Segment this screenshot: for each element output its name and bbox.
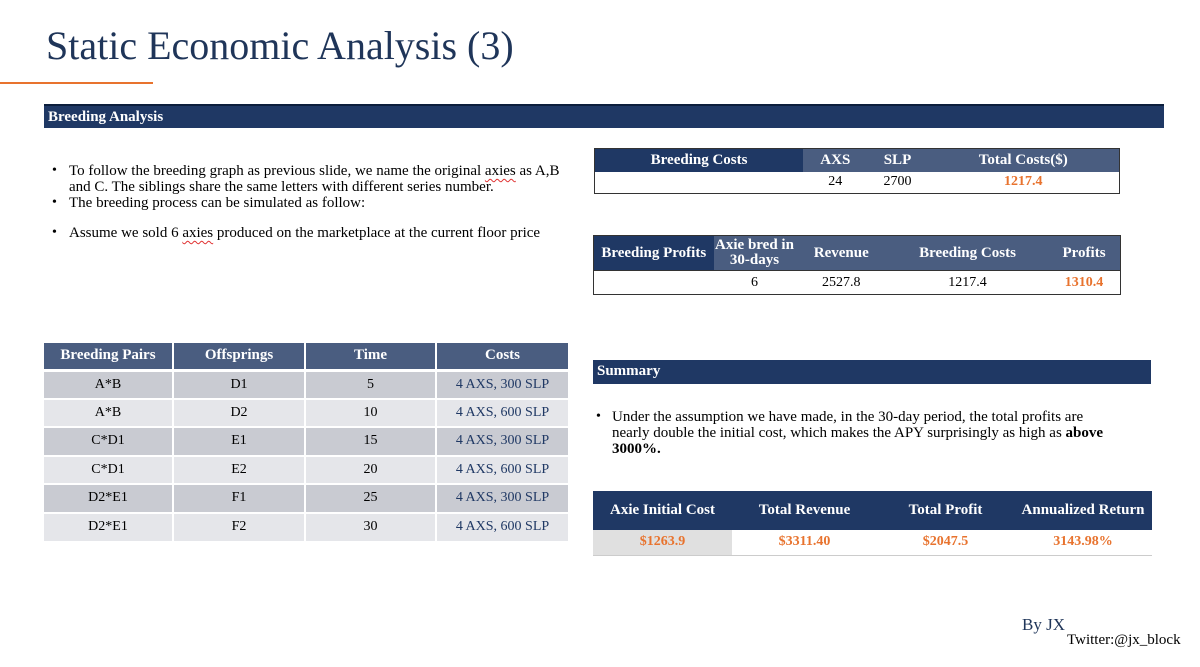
table-cell: D2*E1 bbox=[44, 484, 173, 513]
total-profit-value: $2047.5 bbox=[877, 530, 1014, 555]
table-header: Offsprings bbox=[173, 343, 305, 370]
table-row bbox=[44, 370, 568, 399]
table-cell: 2527.8 bbox=[796, 271, 887, 295]
table-row bbox=[44, 484, 568, 513]
table-header: Total Costs($) bbox=[927, 149, 1119, 172]
table-cell: 24 bbox=[803, 172, 867, 194]
table-cell: C*D1 bbox=[44, 456, 173, 485]
table-cell: D2 bbox=[173, 399, 305, 428]
table-cell: C*D1 bbox=[44, 427, 173, 456]
table-cell: 2700 bbox=[867, 172, 927, 194]
table-cell: 1217.4 bbox=[887, 271, 1048, 295]
table-row bbox=[44, 399, 568, 428]
table-cell: E2 bbox=[173, 456, 305, 485]
total-revenue-value: $3311.40 bbox=[732, 530, 877, 555]
table-header: Axie bred in 30-days bbox=[714, 236, 796, 271]
author-byline: By JX bbox=[1022, 615, 1065, 634]
table-cell: D1 bbox=[173, 370, 305, 399]
table-header: Total Revenue bbox=[732, 491, 877, 530]
breeding-analysis-header: Breeding Analysis bbox=[44, 104, 1164, 128]
table-cell: A*B bbox=[44, 399, 173, 428]
breeding-bullet-list bbox=[52, 163, 572, 241]
table-header: Breeding Profits bbox=[594, 236, 714, 271]
table-row bbox=[44, 427, 568, 456]
table-header: Breeding Costs bbox=[887, 236, 1048, 271]
breeding-profits-table bbox=[593, 235, 1121, 295]
table-cell: 6 bbox=[714, 271, 796, 295]
table-cell: 20 bbox=[305, 456, 436, 485]
total-costs-value: 1217.4 bbox=[927, 172, 1119, 194]
bullet-assumption: • Assume we sold 6 axies produced on the marketplace at the current floor price bbox=[52, 225, 572, 241]
table-cell: F1 bbox=[173, 484, 305, 513]
table-cell bbox=[595, 172, 804, 194]
table-cell: 30 bbox=[305, 513, 436, 542]
table-row bbox=[594, 271, 1121, 295]
table-header: Total Profit bbox=[877, 491, 1014, 530]
table-header: SLP bbox=[867, 149, 927, 172]
table-cell: 15 bbox=[305, 427, 436, 456]
twitter-handle: Twitter:@jx_block bbox=[1067, 632, 1181, 648]
breeding-costs-table bbox=[594, 148, 1120, 194]
breeding-pairs-table bbox=[44, 343, 568, 541]
table-header: Annualized Return bbox=[1014, 491, 1152, 530]
spellcheck-word: axies bbox=[182, 225, 214, 241]
table-header: Revenue bbox=[796, 236, 887, 271]
table-row bbox=[44, 456, 568, 485]
table-header: Breeding Pairs bbox=[44, 343, 173, 370]
table-header: Axie Initial Cost bbox=[593, 491, 732, 530]
summary-metrics-table bbox=[593, 491, 1152, 556]
profits-value: 1310.4 bbox=[1048, 271, 1120, 295]
annualized-return-value: 3143.98% bbox=[1014, 530, 1152, 555]
summary-bullet-list bbox=[596, 409, 1116, 457]
table-cell: 4 AXS, 600 SLP bbox=[436, 513, 568, 542]
table-header: Profits bbox=[1048, 236, 1120, 271]
table-row bbox=[593, 530, 1152, 555]
table-header: Time bbox=[305, 343, 436, 370]
title-accent-rule bbox=[0, 82, 153, 84]
table-cell: 4 AXS, 600 SLP bbox=[436, 456, 568, 485]
summary-highlight: above 3000%. bbox=[612, 425, 1104, 457]
summary-bullet: • Under the assumption we have made, in the 30-day period, the total profits are nearly double the initial cost, which makes the APY surprisingly as high as above 3000%. bbox=[596, 409, 1116, 457]
table-cell: 4 AXS, 300 SLP bbox=[436, 484, 568, 513]
table-cell: 4 AXS, 300 SLP bbox=[436, 370, 568, 399]
bullet-simulation: • The breeding process can be simulated as follow: bbox=[52, 195, 572, 211]
spellcheck-word: axies bbox=[484, 163, 516, 179]
table-header: AXS bbox=[803, 149, 867, 172]
table-row bbox=[595, 172, 1120, 194]
page-title: Static Economic Analysis (3) bbox=[46, 23, 514, 68]
axie-initial-cost-value: $1263.9 bbox=[593, 530, 732, 555]
table-cell bbox=[594, 271, 714, 295]
table-header: Breeding Costs bbox=[595, 149, 804, 172]
table-cell: F2 bbox=[173, 513, 305, 542]
table-cell: 4 AXS, 600 SLP bbox=[436, 399, 568, 428]
table-row bbox=[44, 513, 568, 542]
table-header: Costs bbox=[436, 343, 568, 370]
table-cell: 25 bbox=[305, 484, 436, 513]
table-cell: 5 bbox=[305, 370, 436, 399]
table-cell: A*B bbox=[44, 370, 173, 399]
table-cell: D2*E1 bbox=[44, 513, 173, 542]
table-cell: E1 bbox=[173, 427, 305, 456]
table-cell: 10 bbox=[305, 399, 436, 428]
table-cell: 4 AXS, 300 SLP bbox=[436, 427, 568, 456]
summary-header: Summary bbox=[593, 360, 1151, 384]
bullet-naming: • To follow the breeding graph as previous slide, we name the original axies as A,B and C. The siblings share the same letters with different series number. bbox=[52, 163, 572, 195]
